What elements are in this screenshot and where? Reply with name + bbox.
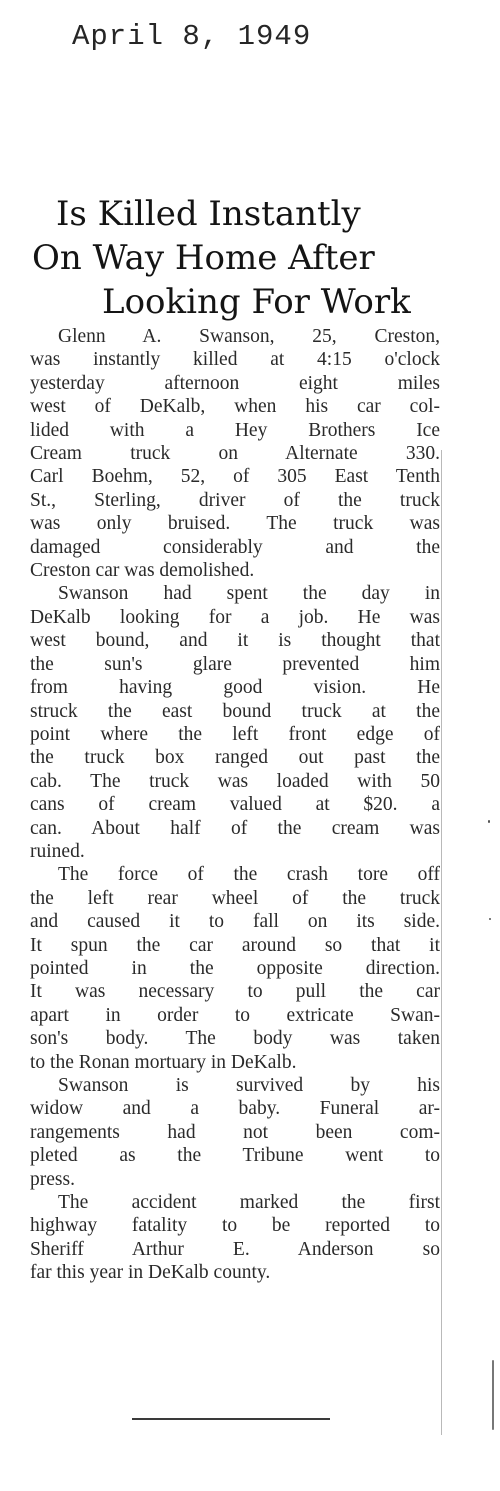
article-line: cans of cream valued at $20. a [30,794,440,816]
article-line: pleted as the Tribune went to [30,1145,440,1167]
article-line: apart in order to extricate Swan- [30,1004,440,1026]
article-line: the left rear wheel of the truck [30,887,440,909]
article-line: struck the east bound truck at the [30,700,440,722]
article-line: Sheriff Arthur E. Anderson so [30,1238,440,1260]
article-line: The accident marked the first [58,1192,440,1214]
article-paragraph [30,863,440,1074]
article-line: point where the left front edge of [30,723,440,745]
article-line: pointed in the opposite direction. [30,957,440,979]
article-line: It spun the car around so that it [30,934,440,956]
article-line: the sun's glare prevented him [30,653,440,675]
headline [30,192,460,324]
article-line: It was necessary to pull the car [30,981,440,1003]
article-line: cab. The truck was loaded with 50 [30,770,440,792]
article-line: can. About half of the cream was [30,817,440,839]
article-line: son's body. The body was taken [30,1028,440,1050]
article-line: St., Sterling, driver of the truck [30,489,440,511]
article-line: The force of the crash tore off [58,864,440,886]
article-line: Creston car was demolished. [30,560,255,582]
end-rule [132,1418,330,1420]
clipping-date: April 8, 1949 [72,20,312,53]
article-line: was only bruised. The truck was [30,513,440,535]
article-line: Swanson had spent the day in [58,583,440,605]
article-line: DeKalb looking for a job. He was [30,606,440,628]
article-paragraph [30,325,440,582]
article-line: was instantly killed at 4:15 o'clock [30,349,440,371]
column-edge-line [441,450,442,1435]
headline-line: Looking For Work [102,282,411,322]
article-line: west of DeKalb, when his car col- [30,396,440,418]
article-line: lided with a Hey Brothers Ice [30,419,440,441]
article-line: highway fatality to be reported to [30,1215,440,1237]
article-paragraph [30,1191,440,1285]
print-speck [489,918,491,920]
article-body [30,325,440,1285]
article-line: Swanson is survived by his [58,1075,440,1096]
article-line: from having good vision. He [30,677,440,699]
article-line: yesterday afternoon eight miles [30,372,440,394]
article-line: west bound, and it is thought that [30,630,440,652]
print-speck [488,820,490,823]
headline-line: Is Killed Instantly [56,194,361,234]
article-line: the truck box ranged out past the [30,747,440,769]
article-line: damaged considerably and the [30,536,440,558]
article-line: rangements had not been com- [30,1121,440,1143]
headline-line: On Way Home After [32,238,375,278]
print-speck [492,1360,494,1430]
article-paragraph [30,582,440,863]
article-paragraph [30,1074,440,1191]
article-line: far this year in DeKalb county. [30,1262,271,1284]
article-line: Cream truck on Alternate 330. [30,443,440,465]
article-line: Glenn A. Swanson, 25, Creston, [58,326,440,347]
article-line: widow and a baby. Funeral ar- [30,1098,440,1120]
article-line: and caused it to fall on its side. [30,911,440,933]
article-line: ruined. [30,840,85,862]
article-line: press. [30,1168,75,1190]
article-line: to the Ronan mortuary in DeKalb. [30,1051,297,1073]
article-line: Carl Boehm, 52, of 305 East Tenth [30,466,440,488]
